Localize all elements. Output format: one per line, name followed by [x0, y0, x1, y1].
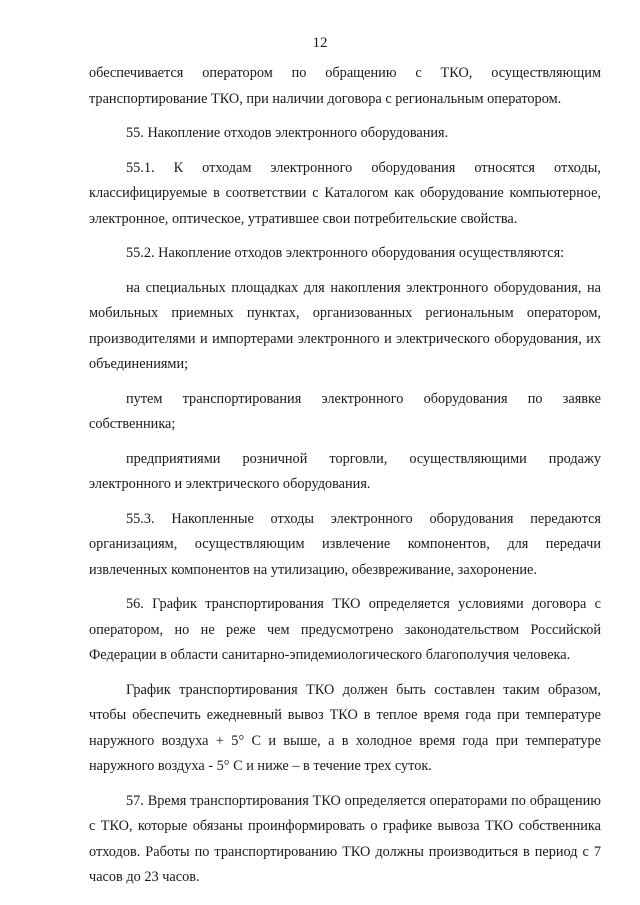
paragraph-55-2-item-1: на специальных площадках для накопления электронного оборудования, на мобильных приемных пунктах, организованных региональным оператором, производителями и импортерами электронного и электрического оборудования, их объединениями; — [89, 279, 601, 372]
page-number: 12 — [312, 35, 328, 51]
document-body — [89, 61, 601, 900]
paragraph-55-1: 55.1. К отходам электронного оборудования относятся отходы, классифицируемые в соответствии с Каталогом как оборудование компьютерное, электронное, оптическое, утратившее свои потребительские свойства. — [89, 159, 601, 227]
paragraph-56: 56. График транспортирования ТКО определяется условиями договора с оператором, но не реже чем предусмотрено законодательством Российской Федерации в области санитарно-эпидемиологического благополучия человека. — [89, 596, 601, 663]
paragraph-55-3: 55.3. Накопленные отходы электронного оборудования передаются организациям, осуществляющим извлечение компонентов, для передачи извлеченных компонентов на утилизацию, обезвреживание, захоронение. — [89, 510, 601, 578]
paragraph-57: 57. Время транспортирования ТКО определяется операторами по обращению с ТКО, которые обязаны проинформировать о графике вывоза ТКО собственника отходов. Работы по транспортированию ТКО должны производиться в период с 7 часов до 23 часов. — [89, 792, 601, 885]
paragraph-55-2-item-2: путем транспортирования электронного оборудования по заявке собственника; — [89, 390, 601, 432]
paragraph-continuation: обеспечивается оператором по обращению с ТКО, осуществляющим транспортирование ТКО, при наличии договора с региональным оператором. — [89, 65, 601, 107]
paragraph-56-schedule: График транспортирования ТКО должен быть составлен таким образом, чтобы обеспечить ежедневный вывоз ТКО в теплое время года при температуре наружного воздуха + 5° С и выше, а в холодное время года при температуре наружного воздуха - 5° С и ниже – в течение трех суток. — [89, 681, 601, 774]
paragraph-55-2: 55.2. Накопление отходов электронного оборудования осуществляются: — [126, 245, 565, 261]
paragraph-55-2-item-3: предприятиями розничной торговли, осуществляющими продажу электронного и электрического оборудования. — [89, 450, 601, 492]
paragraph-55-heading: 55. Накопление отходов электронного оборудования. — [126, 125, 449, 141]
